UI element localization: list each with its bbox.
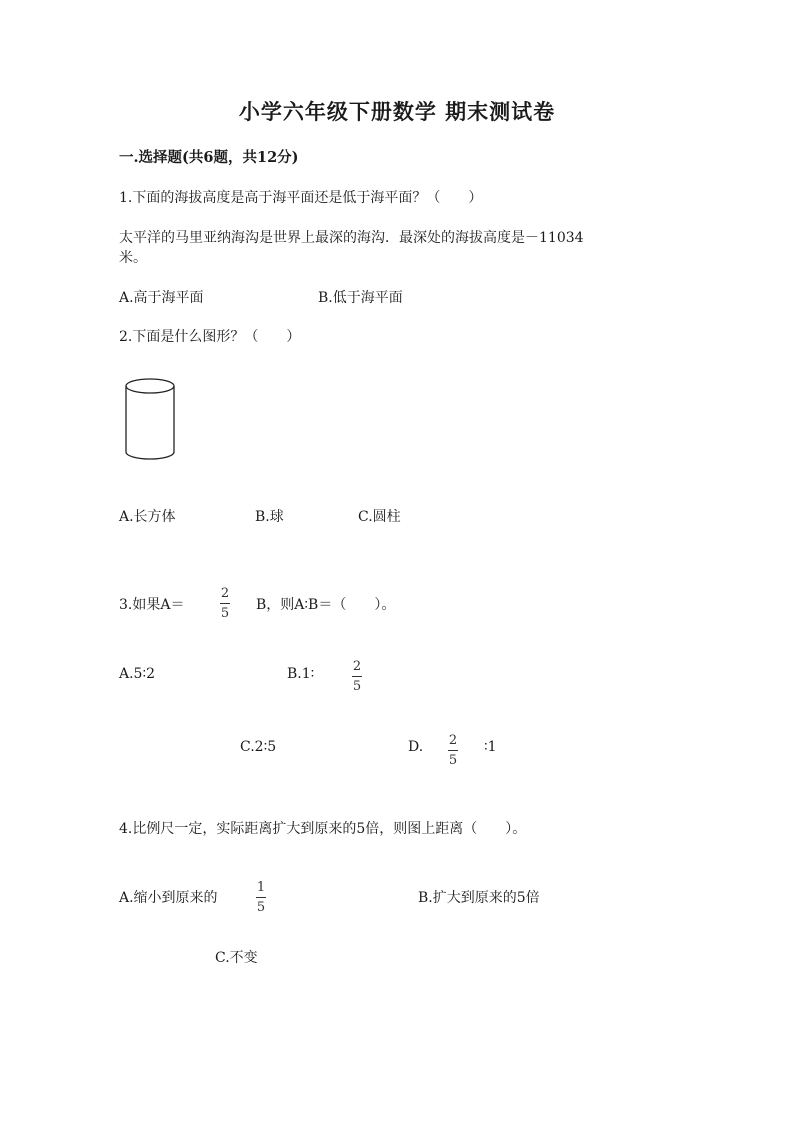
page-title: 小学六年级下册数学 期末测试卷 xyxy=(238,99,556,124)
question-2-stem: 2.下面是什么图形？（ ） xyxy=(119,329,301,345)
fraction-denominator: 5 xyxy=(256,900,266,915)
question-1-description-line1: 太平洋的马里亚纳海沟是世界上最深的海沟．最深处的海拔高度是－11034 xyxy=(119,230,584,246)
question-3-stem-suffix: B，则A∶B＝（ ）。 xyxy=(256,597,396,613)
question-2-option-c[interactable]: C.圆柱 xyxy=(358,509,401,525)
question-2-option-a[interactable]: A.长方体 xyxy=(119,509,176,525)
question-4-stem: 4.比例尺一定，实际距离扩大到原来的5倍，则图上距离（ ）。 xyxy=(119,821,527,837)
question-4-option-a-fraction xyxy=(256,880,266,916)
fraction-numerator: 1 xyxy=(256,880,266,895)
question-4-option-b[interactable]: B.扩大到原来的5倍 xyxy=(418,890,540,906)
question-3-option-d-fraction xyxy=(448,733,458,769)
fraction-denominator: 5 xyxy=(220,606,230,621)
question-3-option-a[interactable]: A.5∶2 xyxy=(119,666,156,682)
question-3-stem-prefix: 3.如果A＝ xyxy=(119,597,185,613)
section-heading: 一.选择题(共6题，共12分) xyxy=(119,149,299,166)
question-1-option-a[interactable]: A.高于海平面 xyxy=(119,290,204,306)
fraction-bar xyxy=(352,676,362,677)
question-4-option-a-prefix[interactable]: A.缩小到原来的 xyxy=(119,890,218,906)
question-1-option-b[interactable]: B.低于海平面 xyxy=(318,290,403,306)
fraction-numerator: 2 xyxy=(352,659,362,674)
question-1-description-line2: 米。 xyxy=(119,250,147,266)
question-3-option-b-fraction xyxy=(352,659,362,695)
fraction-numerator: 2 xyxy=(448,733,458,748)
question-3-option-b-prefix[interactable]: B.1∶ xyxy=(287,666,315,682)
fraction-denominator: 5 xyxy=(448,753,458,768)
question-3-option-d-prefix[interactable]: D. xyxy=(408,739,424,755)
question-1-stem: 1.下面的海拔高度是高于海平面还是低于海平面？（ ） xyxy=(119,190,483,206)
fraction-bar xyxy=(220,603,230,604)
fraction-numerator: 2 xyxy=(220,586,230,601)
fraction-denominator: 5 xyxy=(352,679,362,694)
question-3-option-d-suffix: ∶1 xyxy=(484,739,497,755)
question-3-stem-fraction xyxy=(220,586,230,622)
cylinder-figure-icon xyxy=(122,376,182,464)
question-4-option-c[interactable]: C.不变 xyxy=(215,950,258,966)
question-2-option-b[interactable]: B.球 xyxy=(255,509,284,525)
fraction-bar xyxy=(256,897,266,898)
question-3-option-c[interactable]: C.2∶5 xyxy=(240,739,277,755)
fraction-bar xyxy=(448,750,458,751)
